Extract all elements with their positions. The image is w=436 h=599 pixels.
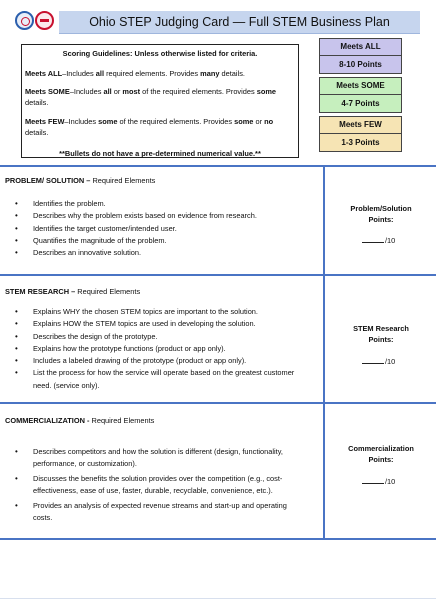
score-field-problem-solution[interactable] bbox=[362, 236, 395, 245]
page-title: Ohio STEP Judging Card — Full STEM Business Plan bbox=[89, 15, 390, 29]
list-item: • Explains how the prototype functions (product or app only). bbox=[0, 343, 300, 355]
list-item: • Identifies the problem. bbox=[0, 198, 300, 210]
score-label-line: Commercialization bbox=[348, 444, 414, 453]
list-item: • List the process for how the service will operate based on the greatest customer need. (service only). bbox=[0, 367, 300, 392]
scoring-guidelines-box bbox=[21, 44, 299, 158]
points-box-range: 1-3 Points bbox=[320, 133, 401, 151]
problem-solution-criteria-list bbox=[0, 198, 300, 259]
points-box-range: 8-10 Points bbox=[320, 55, 401, 73]
score-suffix: /10 bbox=[385, 357, 396, 366]
list-item: • Provides an analysis of expected revenue streams and start-up and operating costs. bbox=[0, 500, 300, 525]
list-item: • Explains WHY the chosen STEM topics are important to the solution. bbox=[0, 306, 300, 318]
guideline-label: Meets SOME bbox=[25, 87, 70, 96]
guideline-emphasis: some bbox=[98, 117, 118, 126]
list-item: • Explains HOW the STEM topics are used in developing the solution. bbox=[0, 318, 300, 330]
guidelines-note: **Bullets do not have a pre-determined numerical value.** bbox=[59, 149, 261, 158]
score-label-problem-solution bbox=[326, 203, 436, 225]
guideline-meets-few bbox=[25, 117, 293, 138]
section-title-bold: PROBLEM/ SOLUTION – bbox=[5, 176, 93, 185]
section-title-bold: STEM RESEARCH – bbox=[5, 287, 78, 296]
section-title-problem-solution bbox=[5, 176, 155, 185]
guideline-emphasis: many bbox=[200, 69, 220, 78]
guideline-text: of the required elements. Provides bbox=[117, 117, 235, 126]
points-box-label: Meets ALL bbox=[340, 42, 381, 51]
score-suffix: /10 bbox=[385, 477, 396, 486]
section-divider bbox=[0, 402, 436, 404]
list-item: • Describes competitors and how the solution is different (design, functionality, performance, or customization). bbox=[0, 446, 300, 471]
guideline-emphasis: some bbox=[256, 87, 277, 96]
section-title-bold: COMMERCIALIZATION - bbox=[5, 416, 92, 425]
list-item: • Describes an innovative solution. bbox=[0, 247, 300, 259]
points-box-label: Meets SOME bbox=[336, 81, 385, 90]
guideline-emphasis: some bbox=[234, 117, 254, 126]
guideline-meets-all bbox=[25, 69, 293, 80]
points-box-range: 4-7 Points bbox=[320, 94, 401, 112]
guideline-meets-some bbox=[25, 87, 293, 108]
step-program-logo bbox=[35, 11, 54, 30]
score-label-line: Points: bbox=[368, 455, 394, 464]
list-item: • Discusses the benefits the solution provides over the competition (e.g., cost-effectiveness, ease of use, faster, durable, recyclable, convenience, etc.). bbox=[0, 473, 300, 498]
score-field-commercialization[interactable] bbox=[362, 477, 395, 486]
section-title-stem-research bbox=[5, 287, 140, 296]
guideline-text: –Includes bbox=[62, 69, 96, 78]
stem-research-criteria-list bbox=[0, 306, 300, 392]
list-item: • Identifies the target customer/intended user. bbox=[0, 223, 300, 235]
column-divider bbox=[323, 165, 325, 540]
section-title-rest: Required Elements bbox=[91, 416, 155, 425]
score-label-line: Points: bbox=[368, 335, 394, 344]
section-divider bbox=[0, 165, 436, 167]
commercialization-criteria-list bbox=[0, 446, 300, 524]
title-banner bbox=[59, 11, 420, 34]
guideline-text: –Includes bbox=[69, 87, 104, 96]
guideline-emphasis: all bbox=[103, 87, 112, 96]
score-label-line: Points: bbox=[368, 215, 394, 224]
guidelines-heading: Scoring Guidelines: Unless otherwise listed for criteria. bbox=[62, 49, 258, 58]
section-divider bbox=[0, 274, 436, 276]
ohio-seal-logo bbox=[15, 11, 34, 30]
guideline-text: details. bbox=[219, 69, 245, 78]
points-box-meets-all bbox=[319, 38, 402, 74]
score-field-stem-research[interactable] bbox=[362, 357, 395, 366]
guideline-emphasis: all bbox=[95, 69, 105, 78]
score-label-line: Problem/Solution bbox=[350, 204, 412, 213]
guideline-emphasis: no bbox=[264, 117, 274, 126]
list-item: • Quantifies the magnitude of the problem. bbox=[0, 235, 300, 247]
section-title-rest: Required Elements bbox=[92, 176, 156, 185]
score-blank-line bbox=[362, 483, 384, 484]
guideline-text: details. bbox=[25, 127, 49, 137]
points-box-meets-some bbox=[319, 77, 402, 113]
guideline-text: or bbox=[253, 117, 265, 126]
guideline-text: –Includes bbox=[64, 117, 99, 126]
guideline-label: Meets ALL bbox=[25, 69, 63, 78]
guideline-text: details. bbox=[25, 97, 49, 107]
list-item: • Describes the design of the prototype. bbox=[0, 331, 300, 343]
guideline-text: of the required elements. Provides bbox=[140, 87, 257, 96]
section-title-rest: Required Elements bbox=[77, 287, 141, 296]
section-title-commercialization bbox=[5, 416, 154, 425]
score-suffix: /10 bbox=[385, 236, 396, 245]
score-blank-line bbox=[362, 363, 384, 364]
guideline-label: Meets FEW bbox=[25, 117, 65, 126]
guideline-emphasis: most bbox=[122, 87, 141, 96]
points-box-meets-few bbox=[319, 116, 402, 152]
score-label-stem-research bbox=[326, 323, 436, 345]
section-divider bbox=[0, 538, 436, 540]
score-label-commercialization bbox=[326, 443, 436, 465]
guideline-text: or bbox=[111, 87, 123, 96]
score-blank-line bbox=[362, 242, 384, 243]
list-item: • Describes why the problem exists based on evidence from research. bbox=[0, 210, 300, 222]
score-label-line: STEM Research bbox=[353, 324, 409, 333]
points-box-label: Meets FEW bbox=[339, 120, 382, 129]
guideline-text: required elements. Provides bbox=[104, 69, 201, 78]
list-item: • Includes a labeled drawing of the prototype (product or app only). bbox=[0, 355, 300, 367]
